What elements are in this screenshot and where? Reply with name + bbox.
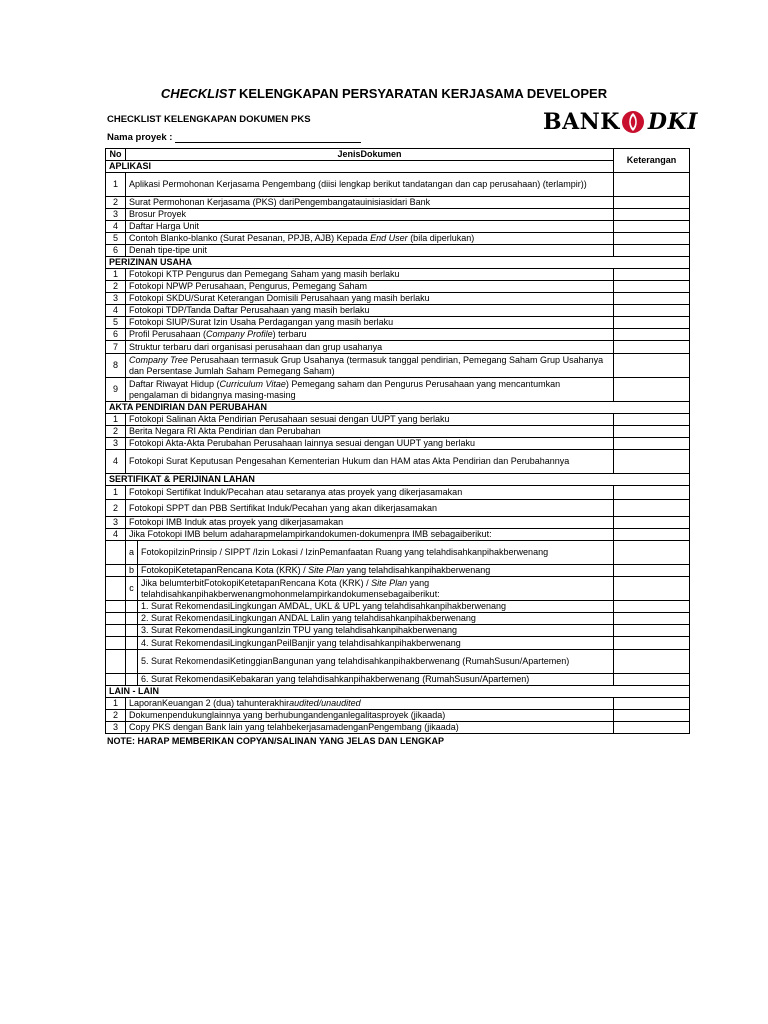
row-document [126, 305, 614, 317]
document-text-part: Berita Negara RI Akta Pendirian dan Perubahan [129, 426, 321, 436]
table-row [106, 173, 690, 197]
document-text-part: Dokumenpendukunglainnya yang berhubungandenganlegalitasproyek (jikaada) [129, 710, 446, 720]
row-number: 4 [106, 305, 126, 317]
subrow-spacer [106, 625, 126, 637]
row-document [126, 209, 614, 221]
document-text-part: Fotokopi Sertifikat Induk/Pecahan atau setaranya atas proyek yang dikerjasamakan [129, 487, 463, 497]
document-text-part: Aplikasi Permohonan Kerjasama Pengembang (diisi lengkap berikut tandatangan dan cap perusahaan) (terlampir)) [129, 179, 587, 189]
row-document [126, 414, 614, 426]
row-number: 3 [106, 722, 126, 734]
row-number: 6 [106, 245, 126, 257]
subrow-spacer [106, 565, 126, 577]
row-number: 8 [106, 354, 126, 378]
header-no: No [106, 149, 126, 161]
row-number: 4 [106, 450, 126, 474]
document-title [0, 86, 768, 101]
table-subrow [106, 565, 690, 577]
document-text-part: Fotokopi KTP Pengurus dan Pemegang Saham yang masih berlaku [129, 269, 400, 279]
row-keterangan-cell[interactable] [614, 438, 690, 450]
logo-dki-text: DKI [647, 109, 698, 135]
row-document [126, 293, 614, 305]
subrow-spacer [106, 637, 126, 650]
nama-proyek-label: Nama proyek : [107, 132, 173, 143]
table-row [106, 293, 690, 305]
row-keterangan-cell[interactable] [614, 354, 690, 378]
document-text-part: Company Tree [129, 354, 188, 365]
table-row [106, 281, 690, 293]
document-text-part: Fotokopi SKDU/Surat Keterangan Domisili Perusahaan yang masih berlaku [129, 293, 430, 303]
row-document [126, 269, 614, 281]
table-row [106, 486, 690, 500]
row-number: 2 [106, 197, 126, 209]
document-text-part: LaporanKeuangan 2 (dua) tahunterakhir [129, 698, 290, 708]
section-title: AKTA PENDIRIAN DAN PERUBAHAN [106, 402, 690, 414]
row-keterangan-cell[interactable] [614, 486, 690, 500]
document-text-part: Site Plan [308, 565, 345, 575]
bank-dki-emblem-icon [621, 110, 645, 134]
document-text-part: Fotokopi Salinan Akta Pendirian Perusahaan sesuai dengan UUPT yang berlaku [129, 414, 450, 424]
section-title: LAIN - LAIN [106, 686, 690, 698]
row-keterangan-cell[interactable] [614, 529, 690, 541]
row-number: 3 [106, 438, 126, 450]
row-keterangan-cell[interactable] [614, 710, 690, 722]
subrow-spacer [106, 674, 126, 686]
document-text-part: Daftar Harga Unit [129, 221, 200, 231]
row-keterangan-cell[interactable] [614, 305, 690, 317]
document-text-part: Fotokopi SPPT dan PBB Sertifikat Induk/Pecahan yang akan dikerjasamakan [129, 502, 438, 513]
document-text-part: Perusahaan termasuk Grup Usahanya (termasuk tanggal pendirian, Pemegang Saham Grup Usahanya dan Persentase Jumlah Saham Pemegang Saham) [129, 354, 604, 376]
table-row [106, 722, 690, 734]
row-keterangan-cell[interactable] [614, 221, 690, 233]
document-text-part: 5. Surat RekomendasiKetinggianBangunan yang telahdisahkanpihakberwenang (RumahSusun/Apartemen) [141, 656, 570, 666]
table-row [106, 426, 690, 438]
subrow-letter [126, 613, 138, 625]
document-text-part: Daftar Riwayat Hidup ( [129, 378, 220, 389]
row-keterangan-cell[interactable] [614, 450, 690, 474]
row-number: 3 [106, 517, 126, 529]
subrow-document [138, 637, 614, 650]
row-keterangan-cell[interactable] [614, 233, 690, 245]
document-text-part: Denah tipe-tipe unit [129, 245, 208, 255]
subrow-document [138, 577, 614, 601]
table-row [106, 438, 690, 450]
row-keterangan-cell[interactable] [614, 173, 690, 197]
document-text-part: Struktur terbaru dari organisasi perusahaan dan grup usahanya [129, 341, 383, 352]
section-title: PERIZINAN USAHA [106, 257, 690, 269]
table-row [106, 500, 690, 517]
row-number: 9 [106, 378, 126, 402]
row-number: 3 [106, 209, 126, 221]
section-header-row [106, 686, 690, 698]
row-document [126, 317, 614, 329]
subrow-letter: c [126, 577, 138, 601]
row-keterangan-cell[interactable] [614, 293, 690, 305]
row-number: 2 [106, 500, 126, 517]
title-rest: KELENGKAPAN PERSYARATAN KERJASAMA DEVELOPER [238, 86, 608, 101]
nama-proyek-blank-line[interactable] [175, 133, 361, 143]
row-keterangan-cell[interactable] [614, 329, 690, 341]
document-text-part: Jika belumterbitFotokopiKetetapanRencana Kota (KRK) / [141, 577, 372, 588]
row-keterangan-cell[interactable] [614, 245, 690, 257]
checklist-body [106, 149, 690, 734]
row-document [126, 722, 614, 734]
row-document [126, 529, 614, 541]
document-text-part: 6. Surat RekomendasiKebakaran yang telahdisahkanpihakberwenang (RumahSusun/Apartemen) [141, 674, 530, 684]
section-header-row [106, 474, 690, 486]
row-number: 6 [106, 329, 126, 341]
row-document [126, 486, 614, 500]
document-text-part: 1. Surat RekomendasiLingkungan AMDAL, UKL & UPL yang telahdisahkanpihakberwenang [141, 601, 507, 611]
subrow-document [138, 650, 614, 674]
row-number: 1 [106, 269, 126, 281]
row-number: 7 [106, 341, 126, 354]
document-text-part: Jika Fotokopi IMB belum adaharapmelampirkandokumen-dokumenpra IMB sebagaiberikut: [129, 529, 492, 539]
header-jenis-dokumen: JenisDokumen [126, 149, 614, 161]
document-text-part: audited/unaudited [289, 698, 361, 708]
row-document [126, 438, 614, 450]
row-document [126, 500, 614, 517]
row-number: 2 [106, 426, 126, 438]
section-title: APLIKASI [106, 161, 614, 173]
subrow-keterangan-cell[interactable] [614, 674, 690, 686]
table-subrow [106, 601, 690, 613]
table-subrow [106, 577, 690, 601]
section-title: SERTIFIKAT & PERIJINAN LAHAN [106, 474, 690, 486]
row-document [126, 221, 614, 233]
row-keterangan-cell[interactable] [614, 209, 690, 221]
row-keterangan-cell[interactable] [614, 500, 690, 517]
subrow-letter [126, 601, 138, 613]
header-keterangan: Keterangan [614, 149, 690, 173]
row-keterangan-cell[interactable] [614, 269, 690, 281]
table-subrow [106, 674, 690, 686]
subrow-letter [126, 650, 138, 674]
document-subtitle: CHECKLIST KELENGKAPAN DOKUMEN PKS [107, 114, 311, 125]
document-text-part: Fotokopi Surat Keputusan Pengesahan Kementerian Hukum dan HAM atas Akta Pendirian dan Perubahannya [129, 456, 570, 466]
row-keterangan-cell[interactable] [614, 317, 690, 329]
subrow-letter [126, 625, 138, 637]
table-row [106, 529, 690, 541]
row-keterangan-cell[interactable] [614, 378, 690, 402]
document-text-part: Surat Permohonan Kerjasama (PKS) dariPengembangatauinisiasidari Bank [129, 197, 431, 207]
row-document [126, 233, 614, 245]
row-number: 5 [106, 233, 126, 245]
document-text-part: Fotokopi IMB Induk atas proyek yang dikerjasamakan [129, 517, 344, 527]
table-row [106, 197, 690, 209]
table-subrow [106, 613, 690, 625]
document-text-part: Company Profile [206, 329, 273, 339]
subrow-spacer [106, 613, 126, 625]
logo-bank-text: BANK [543, 109, 620, 135]
row-number: 1 [106, 486, 126, 500]
row-keterangan-cell[interactable] [614, 517, 690, 529]
document-text-part: 3. Surat RekomendasiLingkunganIzin TPU yang telahdisahkanpihakberwenang [141, 625, 458, 635]
document-text-part: ) terbaru [272, 329, 307, 339]
document-text-part: Profil Perusahaan ( [129, 329, 207, 339]
row-document [126, 354, 614, 378]
note-text: NOTE: HARAP MEMBERIKAN COPYAN/SALINAN YANG JELAS DAN LENGKAP [107, 736, 445, 746]
row-number: 5 [106, 317, 126, 329]
row-number: 1 [106, 414, 126, 426]
subrow-document [138, 601, 614, 613]
table-row [106, 221, 690, 233]
subrow-document [138, 541, 614, 565]
subrow-spacer [106, 541, 126, 565]
table-row [106, 378, 690, 402]
subrow-letter: b [126, 565, 138, 577]
table-row [106, 269, 690, 281]
row-document [126, 426, 614, 438]
subrow-keterangan-cell[interactable] [614, 577, 690, 601]
row-document [126, 517, 614, 529]
document-text-part: ) Pemegang saham dan Pengurus Perusahaan yang mencantumkan pengalaman di bidangnya masing-masing [129, 378, 561, 400]
table-row [106, 450, 690, 474]
subrow-spacer [106, 601, 126, 613]
document-text-part: Site Plan [371, 577, 408, 588]
table-row [106, 209, 690, 221]
row-number: 2 [106, 281, 126, 293]
bank-dki-logo [543, 108, 698, 136]
row-keterangan-cell[interactable] [614, 197, 690, 209]
document-text-part: yang telahdisahkanpihakberwenang [344, 565, 491, 575]
row-keterangan-cell[interactable] [614, 698, 690, 710]
section-header-row [106, 402, 690, 414]
table-row [106, 710, 690, 722]
table-header-row [106, 149, 690, 161]
table-row [106, 245, 690, 257]
table-subrow [106, 637, 690, 650]
row-keterangan-cell[interactable] [614, 341, 690, 354]
table-row [106, 233, 690, 245]
row-document [126, 710, 614, 722]
subrow-document [138, 613, 614, 625]
table-subrow [106, 650, 690, 674]
document-text-part: FotokopiIzinPrinsip / SIPPT /Izin Lokasi / IzinPemanfaatan Ruang yang telahdisahkanpihakberwenang [141, 547, 549, 557]
table-row [106, 414, 690, 426]
section-header-row [106, 257, 690, 269]
table-row [106, 341, 690, 354]
row-number: 1 [106, 173, 126, 197]
row-keterangan-cell[interactable] [614, 281, 690, 293]
table-row [106, 329, 690, 341]
document-text-part: Copy PKS dengan Bank lain yang telahbekerjasamadenganPengembang (jikaada) [129, 722, 459, 732]
row-document [126, 245, 614, 257]
nama-proyek-field [107, 132, 361, 143]
row-number: 4 [106, 529, 126, 541]
row-number: 1 [106, 698, 126, 710]
document-text-part: 2. Surat RekomendasiLingkungan ANDAL Lalin yang telahdisahkanpihakberwenang [141, 613, 476, 623]
subrow-spacer [106, 650, 126, 674]
document-text-part: Contoh Blanko-blanko (Surat Pesanan, PPJB, AJB) Kepada [129, 233, 371, 243]
subrow-spacer [106, 577, 126, 601]
document-text-part: Fotokopi Akta-Akta Perubahan Perusahaan lainnya sesuai dengan UUPT yang berlaku [129, 438, 476, 448]
row-document [126, 341, 614, 354]
table-subrow [106, 541, 690, 565]
subrow-document [138, 565, 614, 577]
subrow-keterangan-cell[interactable] [614, 625, 690, 637]
row-keterangan-cell[interactable] [614, 414, 690, 426]
checklist-table [105, 148, 690, 734]
document-text-part: Fotokopi SIUP/Surat Izin Usaha Perdagangan yang masih berlaku [129, 317, 394, 327]
row-document [126, 281, 614, 293]
section-header-row [106, 161, 690, 173]
document-text-part: Fotokopi TDP/Tanda Daftar Perusahaan yang masih berlaku [129, 305, 370, 315]
row-document [126, 329, 614, 341]
subrow-keterangan-cell[interactable] [614, 650, 690, 674]
document-text-part: (bila diperlukan) [407, 233, 475, 243]
subrow-keterangan-cell[interactable] [614, 601, 690, 613]
subrow-keterangan-cell[interactable] [614, 637, 690, 650]
document-text-part: 4. Surat RekomendasiLingkunganPeilBanjir yang telahdisahkanpihakberwenang [141, 637, 461, 648]
document-text-part: End User [370, 233, 408, 243]
subrow-keterangan-cell[interactable] [614, 613, 690, 625]
subrow-document [138, 674, 614, 686]
row-document [126, 378, 614, 402]
document-text-part: FotokopiKetetapanRencana Kota (KRK) / [141, 565, 309, 575]
subrow-keterangan-cell[interactable] [614, 565, 690, 577]
table-row [106, 517, 690, 529]
document-text-part: Fotokopi NPWP Perusahaan, Pengurus, Pemegang Saham [129, 281, 367, 291]
table-row [106, 698, 690, 710]
subrow-keterangan-cell[interactable] [614, 541, 690, 565]
table-row [106, 317, 690, 329]
document-text-part: Brosur Proyek [129, 209, 187, 219]
row-document [126, 173, 614, 197]
row-number: 2 [106, 710, 126, 722]
row-document [126, 698, 614, 710]
row-keterangan-cell[interactable] [614, 426, 690, 438]
table-row [106, 305, 690, 317]
table-row [106, 354, 690, 378]
row-number: 3 [106, 293, 126, 305]
row-document [126, 450, 614, 474]
title-italic: CHECKLIST [160, 86, 236, 101]
document-text-part: Curriculum Vitae [219, 378, 286, 389]
subrow-letter: a [126, 541, 138, 565]
row-number: 4 [106, 221, 126, 233]
row-keterangan-cell[interactable] [614, 722, 690, 734]
row-document [126, 197, 614, 209]
subrow-document [138, 625, 614, 637]
subrow-letter [126, 637, 138, 650]
document-text-part: yang telahdisahkanpihakberwenangmohonmelampirkandokumensebagaiberikut: [141, 577, 440, 599]
subrow-letter [126, 674, 138, 686]
table-subrow [106, 625, 690, 637]
